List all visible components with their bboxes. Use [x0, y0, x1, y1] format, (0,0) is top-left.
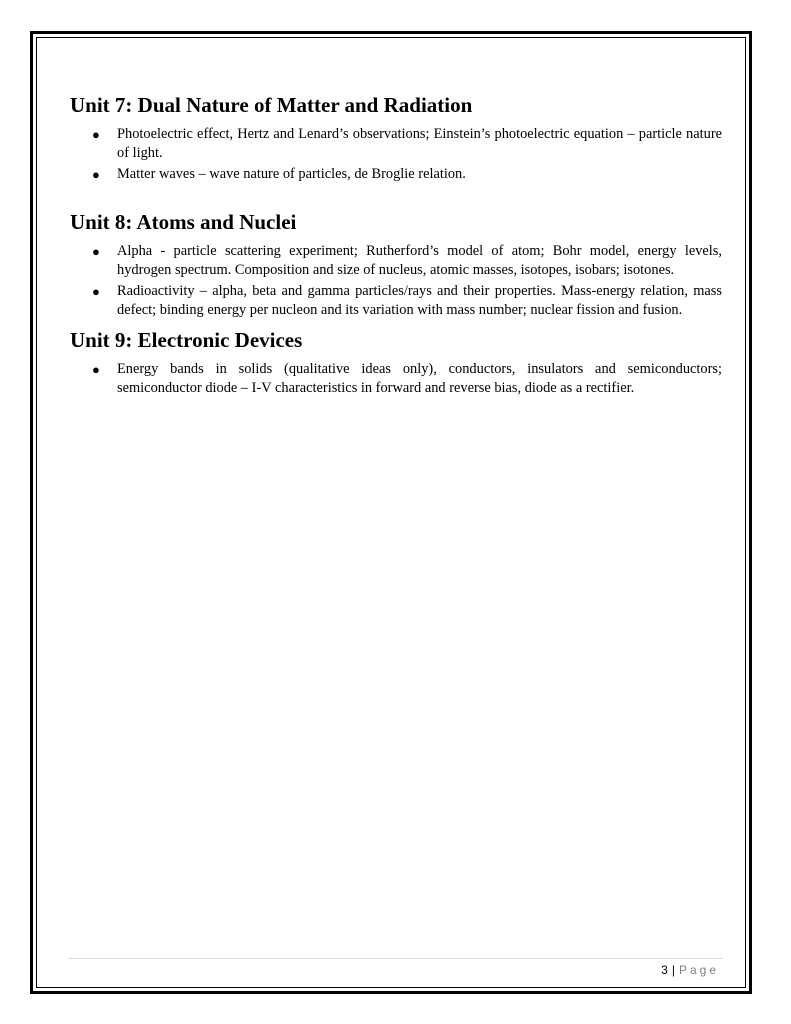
unit-7-section: [70, 93, 722, 184]
unit-7-topic-list: [70, 125, 722, 184]
list-item: [70, 242, 722, 280]
topic-text: Matter waves – wave nature of particles, de Broglie relation.: [117, 166, 466, 182]
unit-7-heading: Unit 7: Dual Nature of Matter and Radiation: [70, 93, 473, 117]
unit-8-section: [70, 210, 722, 320]
topic-text: Energy bands in solids (qualitative ideas only), conductors, insulators and semiconductors; semiconductor diode – I-V characteristics in forward and reverse bias, diode as a rectifier.: [117, 361, 722, 396]
list-item: [70, 165, 722, 184]
unit-9-section: [70, 328, 722, 398]
list-item: [70, 360, 722, 398]
list-item: [70, 125, 722, 163]
page-content: [70, 93, 722, 400]
bullet-icon: ●: [92, 167, 100, 182]
unit-8-topic-list: [70, 242, 722, 320]
bullet-icon: ●: [92, 362, 100, 377]
unit-8-heading: Unit 8: Atoms and Nuclei: [70, 210, 297, 234]
bullet-icon: ●: [92, 244, 100, 259]
page-footer: [661, 962, 719, 978]
topic-text: Radioactivity – alpha, beta and gamma particles/rays and their properties. Mass-energy relation, mass defect; binding energy per nucleon and its variation with mass number; nuclear fission and fusion.: [117, 283, 722, 318]
bullet-icon: ●: [92, 127, 100, 142]
topic-text: Photoelectric effect, Hertz and Lenard’s observations; Einstein’s photoelectric equation – particle nature of light.: [117, 126, 722, 161]
bullet-icon: ●: [92, 284, 100, 299]
list-item: [70, 282, 722, 320]
topic-text: Alpha - particle scattering experiment; Rutherford’s model of atom; Bohr model, energy levels, hydrogen spectrum. Composition and size of nucleus, atomic masses, isotopes, isobars; isotones.: [117, 243, 722, 278]
page-number: 3: [661, 963, 668, 977]
footer-divider: [68, 958, 723, 959]
page-label: Page: [678, 963, 719, 977]
footer-separator: |: [671, 963, 675, 977]
unit-9-topic-list: [70, 360, 722, 398]
unit-9-heading: Unit 9: Electronic Devices: [70, 328, 303, 352]
